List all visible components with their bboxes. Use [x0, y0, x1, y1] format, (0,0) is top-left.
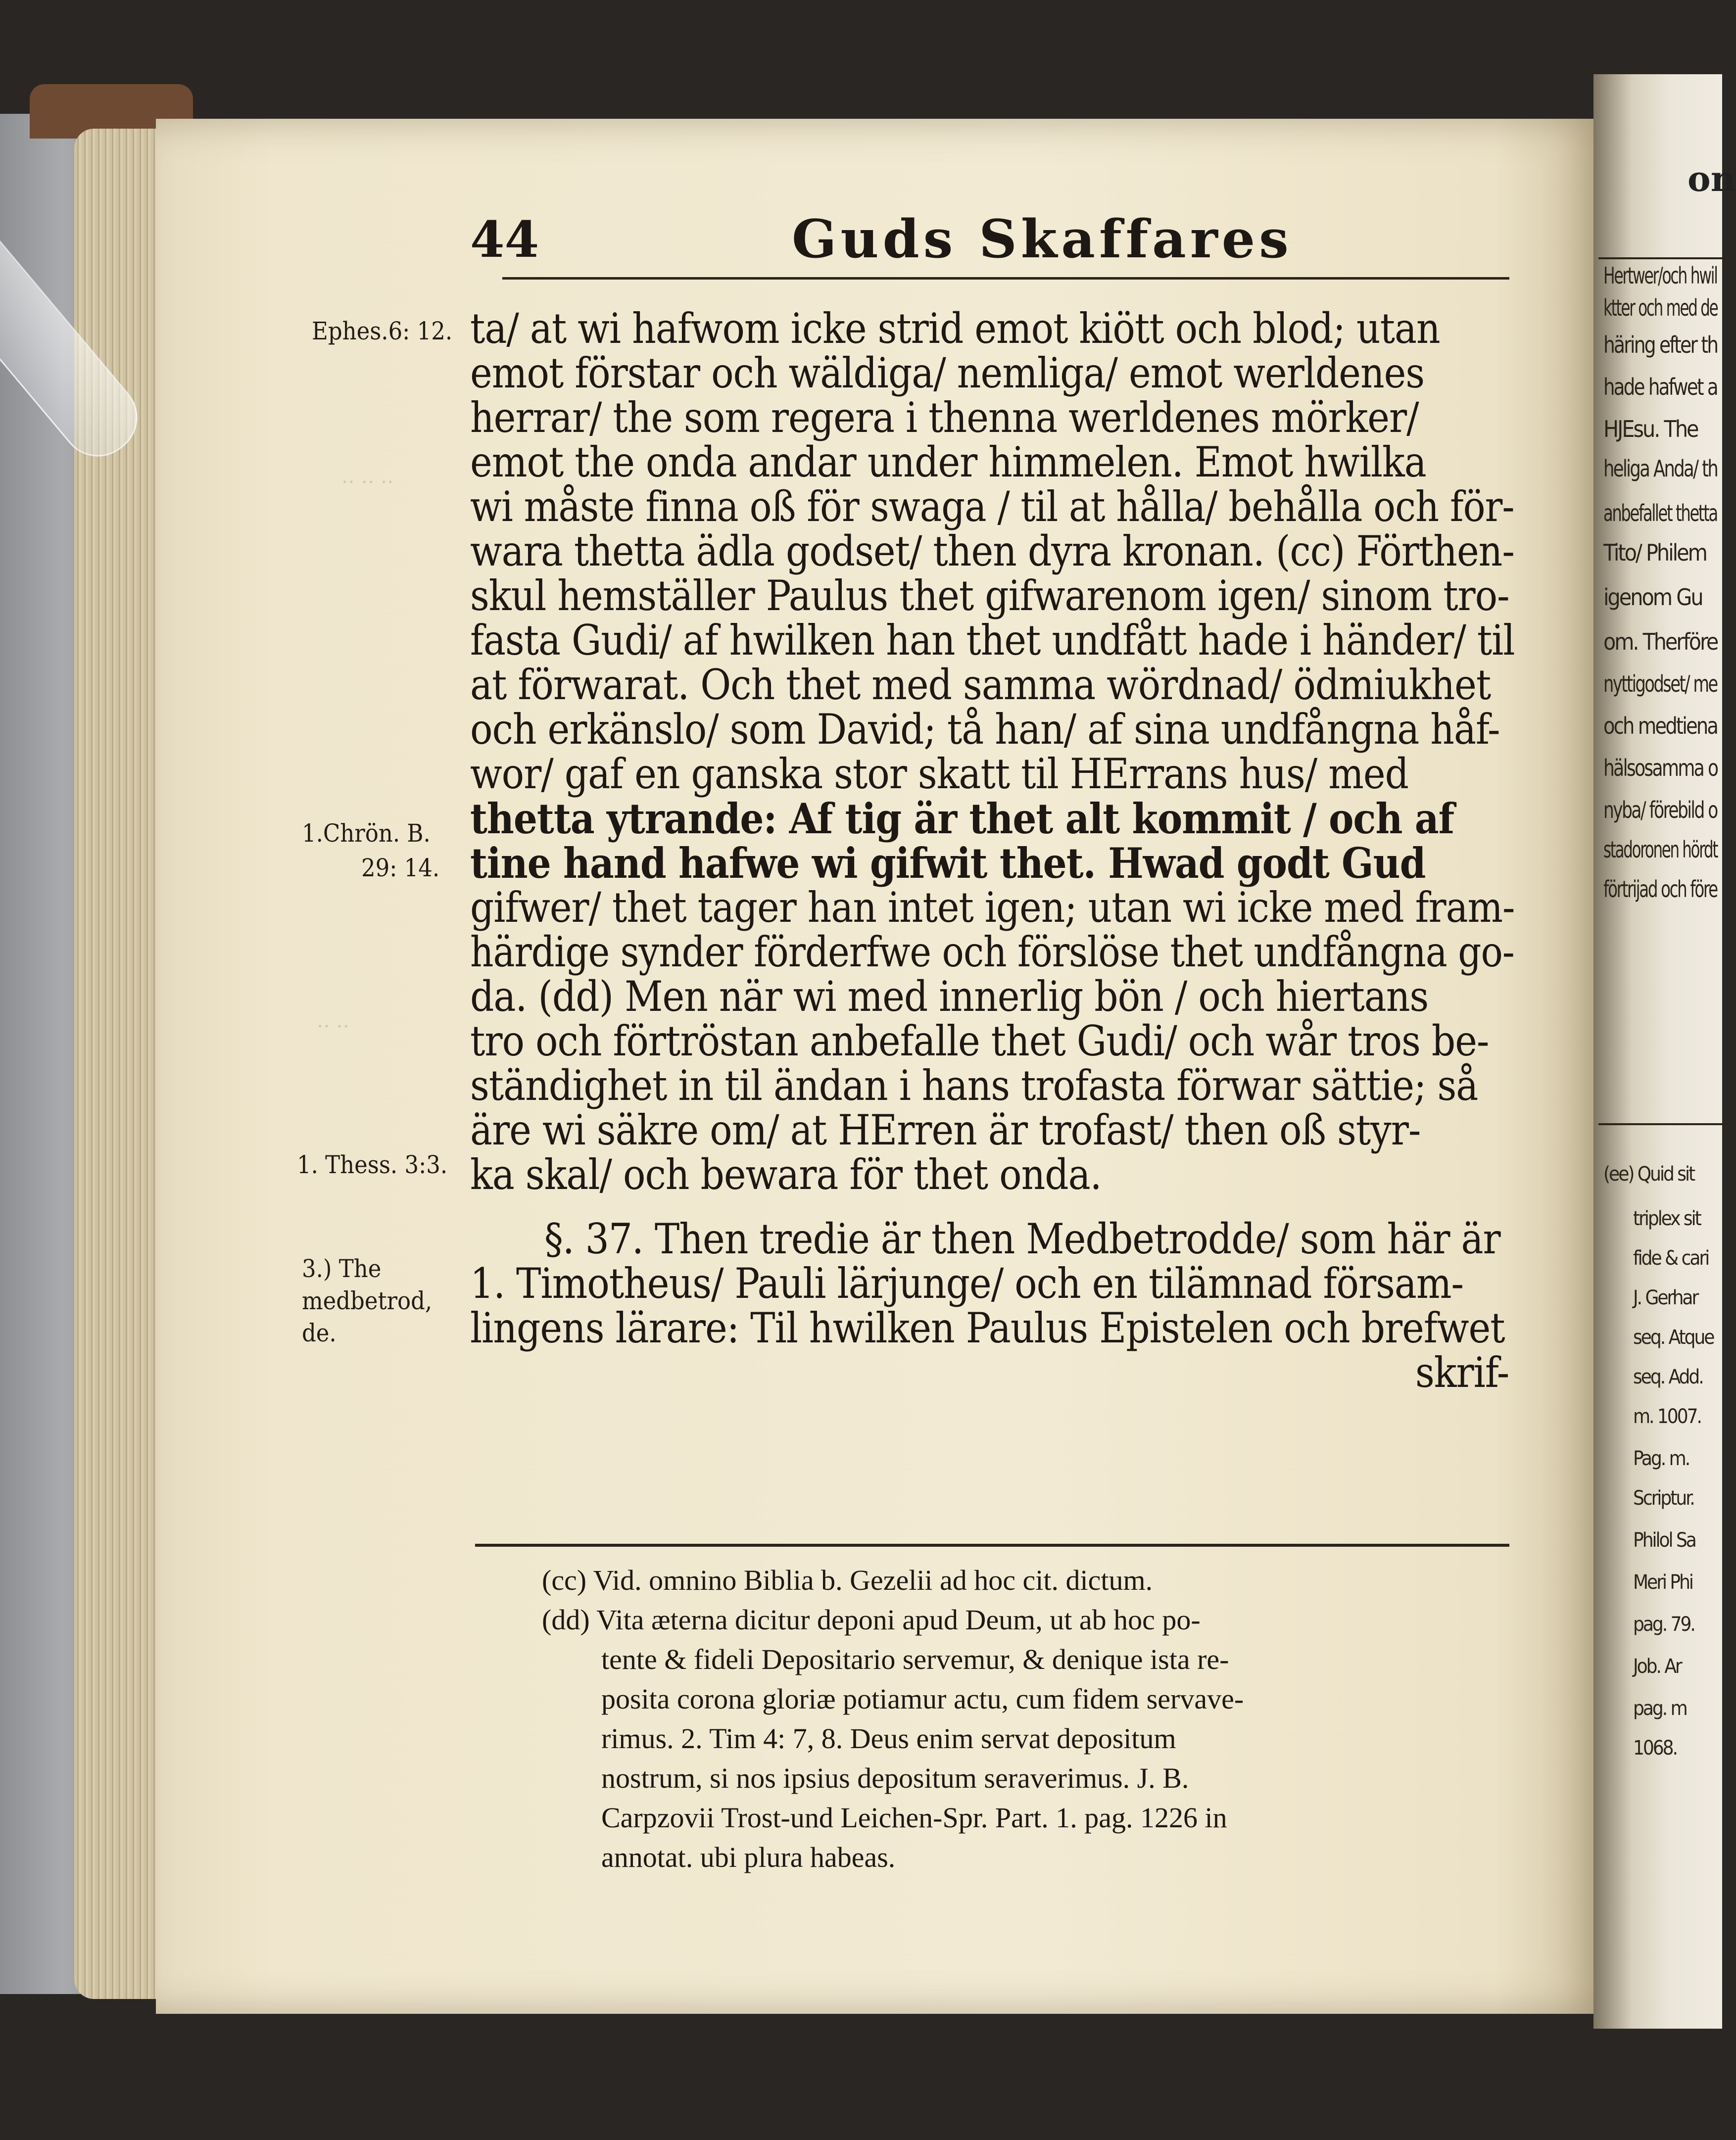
body-line: emot the onda andar under himmelen. Emot hwilka — [470, 438, 1426, 486]
right-page-line: anbefallet thetta — [1603, 500, 1717, 526]
footnote-line: Carpzovii Trost-und Leichen-Spr. Part. 1. pag. 1226 in — [601, 1802, 1227, 1834]
right-page-line: Job. Ar — [1633, 1655, 1681, 1678]
body-line: da. (dd) Men när wi med innerlig bön / och hiertans — [470, 972, 1429, 1021]
body-line: at förwarat. Och thet med samma wördnad/ ödmiukhet — [470, 661, 1491, 709]
right-page-line: om. Therföre — [1603, 628, 1718, 655]
right-page-line: igenom Gu — [1603, 584, 1702, 611]
right-page-line: (ee) Quid sit — [1603, 1163, 1694, 1186]
right-page-line: Philol Sa — [1633, 1529, 1695, 1552]
body-line: lingens lärare: Til hwilken Paulus Epistelen och brefwet — [470, 1304, 1505, 1352]
right-page-line: Tito/ Philem — [1603, 539, 1706, 566]
right-page-heading: on — [1688, 158, 1736, 199]
right-page-line: nyba/ förebild o — [1603, 797, 1717, 823]
right-page-line: pag. m — [1633, 1697, 1687, 1720]
show-through: ‥ ‥ ‥ — [341, 465, 394, 488]
body-line: 1. Timotheus/ Pauli lärjunge/ och en tilämnad försam- — [470, 1259, 1464, 1308]
right-page-line: HJEsu. The — [1603, 416, 1698, 442]
body-line: wi måste finna oß för swaga / til at hålla/ behålla och för- — [470, 482, 1514, 531]
right-page-line: fide & cari — [1633, 1247, 1709, 1270]
body-line: fasta Gudi/ af hwilken han thet undfått hade i händer/ til — [470, 616, 1515, 665]
right-page-line: hälsosamma o — [1603, 755, 1718, 781]
body-line: tine hand hafwe wi gifwit thet. Hwad godt Gud — [470, 839, 1426, 888]
right-page-line: heliga Anda/ th — [1603, 455, 1718, 482]
footnote-line: tente & fideli Depositario servemur, & denique ista re- — [601, 1643, 1229, 1675]
running-head: Guds Skaffares — [792, 208, 1293, 270]
right-page-line: och medtiena — [1603, 713, 1718, 739]
body-line: äre wi säkre om/ at HErren är trofast/ then oß styr- — [470, 1106, 1421, 1154]
right-page-line: förtrijad och före — [1603, 876, 1717, 903]
margin-note: 3.) The — [302, 1254, 382, 1283]
margin-note: de. — [302, 1319, 337, 1347]
body-line: härdige synder förderfwe och förslöse thet undfångna go- — [470, 928, 1514, 976]
margin-note: 1.Chrön. B. — [302, 819, 431, 848]
right-page-line: Scriptur. — [1633, 1487, 1694, 1510]
right-page-line: 1068. — [1633, 1737, 1677, 1760]
body-line: thetta ytrande: Af tig är thet alt kommit / och af — [470, 794, 1454, 843]
margin-note: 1. Thess. 3:3. — [297, 1150, 448, 1179]
right-page-line: pag. 79. — [1633, 1613, 1694, 1636]
footnote-line: annotat. ubi plura habeas. — [601, 1841, 896, 1873]
body-line: ta/ at wi hafwom icke strid emot kiött och blod; utan — [470, 304, 1440, 353]
right-page-line: Pag. m. — [1633, 1447, 1689, 1470]
catchword: skrif- — [1415, 1348, 1509, 1397]
footnote-rule — [475, 1544, 1509, 1547]
body-line: och erkänslo/ som David; tå han/ af sina undfångna håf- — [470, 705, 1500, 754]
right-page-line: häring efter th — [1603, 332, 1718, 358]
right-page-line: hade hafwet a — [1603, 374, 1717, 400]
body-line: tro och förtröstan anbefalle thet Gudi/ och wår tros be- — [470, 1017, 1489, 1065]
right-page-line: triplex sit — [1633, 1207, 1700, 1230]
right-page-line: seq. Atque — [1633, 1326, 1714, 1349]
body-line: skul hemställer Paulus thet gifwarenom igen/ sinom tro- — [470, 571, 1509, 620]
footnote-line: rimus. 2. Tim 4: 7, 8. Deus enim servat depositum — [601, 1722, 1176, 1755]
footnote-line: posita corona gloriæ potiamur actu, cum fidem servave- — [601, 1683, 1244, 1715]
body-line: emot förstar och wäldiga/ nemliga/ emot werldenes — [470, 349, 1425, 397]
margin-note: medbetrod, — [302, 1286, 433, 1315]
margin-note: Ephes.6: 12. — [312, 317, 453, 345]
right-page-line: J. Gerhar — [1633, 1286, 1698, 1309]
right-page-line: seq. Add. — [1633, 1366, 1703, 1388]
body-line: ka skal/ och bewara för thet onda. — [470, 1150, 1102, 1199]
body-line: wara thetta ädla godset/ then dyra kronan. (cc) Förthen- — [470, 527, 1514, 575]
right-page-rule — [1598, 1123, 1727, 1125]
right-page-line: ktter och med de — [1603, 294, 1718, 321]
margin-note: 29: 14. — [361, 854, 440, 882]
body-line: wor/ gaf en ganska stor skatt til HErrans hus/ med — [470, 750, 1408, 798]
page-number: 44 — [470, 210, 539, 269]
footnote-line: (cc) Vid. omnino Biblia b. Gezelii ad hoc cit. dictum. — [542, 1564, 1153, 1596]
body-line: §. 37. Then tredie är then Medbetrodde/ som här är — [544, 1215, 1500, 1263]
right-page-line: stadoronen hördt — [1603, 836, 1718, 863]
right-page-line: Hertwer/och hwil — [1603, 262, 1717, 289]
footnote-line: (dd) Vita æterna dicitur deponi apud Deum, ut ab hoc po- — [542, 1604, 1201, 1636]
footnote-line: nostrum, si nos ipsius depositum seraverimus. J. B. — [601, 1762, 1189, 1794]
header-rule — [502, 277, 1509, 280]
right-page-line: m. 1007. — [1633, 1405, 1701, 1428]
body-line: ständighet in til ändan i hans trofasta förwar sättie; så — [470, 1061, 1478, 1110]
right-page-fragment — [1593, 74, 1736, 2029]
body-line: gifwer/ thet tager han intet igen; utan wi icke med fram- — [470, 883, 1515, 932]
body-line: herrar/ the som regera i thenna werldenes mörker/ — [470, 393, 1419, 442]
show-through: ‥ ‥ — [317, 1009, 350, 1032]
right-page-line: nyttigodset/ me — [1603, 670, 1717, 697]
right-page-line: Meri Phi — [1633, 1571, 1692, 1594]
right-page-rule — [1598, 257, 1727, 259]
